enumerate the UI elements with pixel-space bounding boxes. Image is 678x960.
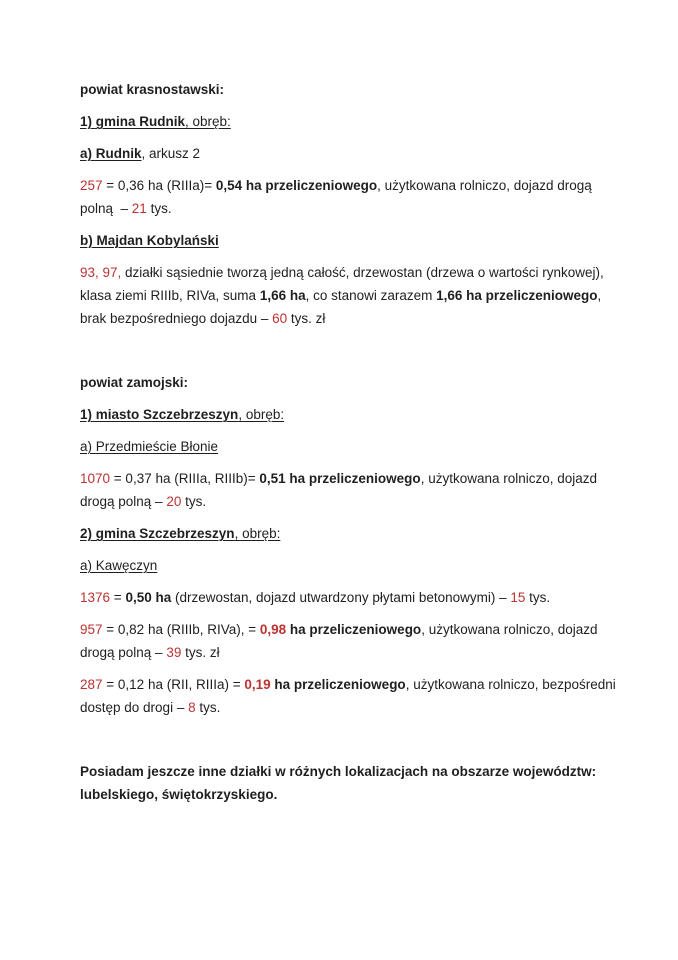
- heading-powiat-zamojski: [80, 371, 625, 394]
- text-run: tys.: [181, 494, 207, 509]
- text-run: 1) gmina Rudnik: [80, 114, 186, 129]
- text-run: 60: [272, 311, 288, 326]
- heading-obreb-majdan-kobylanski: [80, 229, 625, 252]
- text-run: 0,98: [259, 622, 287, 637]
- spacer: [80, 728, 625, 751]
- heading-gmina-rudnik: [80, 110, 625, 133]
- text-run: 957: [80, 622, 103, 637]
- text-run: 39: [166, 645, 182, 660]
- text-run: 1,66 ha: [259, 288, 306, 303]
- text-run: 2) gmina Szczebrzeszyn: [80, 526, 235, 541]
- text-run: 0,50 ha: [125, 590, 172, 605]
- text-run: 8: [188, 700, 196, 715]
- text-run: tys.: [525, 590, 551, 605]
- text-run: , użytkowana rolniczo, dojazd drogą polną –: [80, 178, 596, 216]
- text-run: ha przeliczeniowego: [274, 677, 406, 692]
- text-run: powiat zamojski:: [80, 375, 189, 390]
- text-run: 93, 97,: [80, 265, 122, 280]
- text-run: = 0,37 ha (RIIIa, RIIIb)=: [110, 471, 260, 486]
- text-run: = 0,12 ha (RII, RIIIa) =: [102, 677, 245, 692]
- text-run: , użytkowana rolniczo, dojazd drogą polną –: [80, 622, 602, 660]
- parcel-257: [80, 174, 625, 220]
- text-run: , obręb:: [234, 526, 281, 541]
- text-run: 287: [80, 677, 103, 692]
- text-run: 0,54 ha przeliczeniowego: [215, 178, 378, 193]
- text-run: , obręb:: [185, 114, 231, 129]
- text-run: (drzewostan, dojazd utwardzony płytami betonowymi) –: [171, 590, 511, 605]
- text-run: 1,66 ha przeliczeniowego: [436, 288, 598, 303]
- text-run: , brak bezpośredniego dojazdu –: [80, 288, 605, 326]
- text-run: , użytkowana rolniczo, dojazd drogą polną –: [80, 471, 601, 509]
- text-run: = 0,36 ha (RIIIa)=: [102, 178, 216, 193]
- parcel-957: [80, 618, 625, 664]
- text-run: działki sąsiednie tworzą jedną całość, drzewostan (drzewa o wartości rynkowej), klasa ziemi RIIIb, RIVa, suma: [80, 265, 608, 303]
- text-run: tys.: [195, 700, 221, 715]
- text-run: a) Rudnik: [80, 146, 142, 161]
- heading-obreb-przedmiescie-blonie: [80, 435, 625, 458]
- parcel-93-97: [80, 261, 625, 330]
- text-run: 15: [510, 590, 526, 605]
- heading-obreb-rudnik: [80, 142, 625, 165]
- spacer: [80, 339, 625, 362]
- closing-note: [80, 760, 625, 806]
- text-run: , arkusz 2: [141, 146, 201, 161]
- text-run: =: [110, 590, 126, 605]
- text-run: 0,51 ha przeliczeniowego: [259, 471, 421, 486]
- heading-miasto-szczebrzeszyn: [80, 403, 625, 426]
- text-run: 1) miasto Szczebrzeszyn: [80, 407, 239, 422]
- heading-powiat-krasnostawski: [80, 78, 625, 101]
- text-run: 1376: [80, 590, 111, 605]
- text-run: 257: [80, 178, 103, 193]
- parcel-1070: [80, 467, 625, 513]
- text-run: , użytkowana rolniczo, bezpośredni dostęp do drogi –: [80, 677, 620, 715]
- text-run: 21: [131, 201, 147, 216]
- text-run: tys. zł: [287, 311, 326, 326]
- text-run: b) Majdan Kobylański: [80, 233, 219, 248]
- text-run: 1070: [80, 471, 111, 486]
- text-run: , co stanowi zarazem: [305, 288, 437, 303]
- heading-gmina-szczebrzeszyn: [80, 522, 625, 545]
- text-run: tys.: [146, 201, 172, 216]
- text-run: tys. zł: [181, 645, 220, 660]
- text-run: powiat krasnostawski:: [80, 82, 225, 97]
- text-run: , obręb:: [238, 407, 285, 422]
- heading-obreb-kaweczyn: [80, 554, 625, 577]
- text-run: ha przeliczeniowego: [289, 622, 422, 637]
- document-body: [80, 78, 625, 806]
- text-run: a) Przedmieście Błonie: [80, 439, 219, 454]
- text-run: Posiadam jeszcze inne działki w różnych lokalizacjach na obszarze województw: lubelskiego, świętokrzyskiego.: [80, 764, 600, 802]
- text-run: = 0,82 ha (RIIIb, RIVa), =: [102, 622, 260, 637]
- text-run: a) Kawęczyn: [80, 558, 158, 573]
- text-run: 0,19: [244, 677, 271, 692]
- parcel-1376: [80, 586, 625, 609]
- parcel-287: [80, 673, 625, 719]
- text-run: 20: [166, 494, 182, 509]
